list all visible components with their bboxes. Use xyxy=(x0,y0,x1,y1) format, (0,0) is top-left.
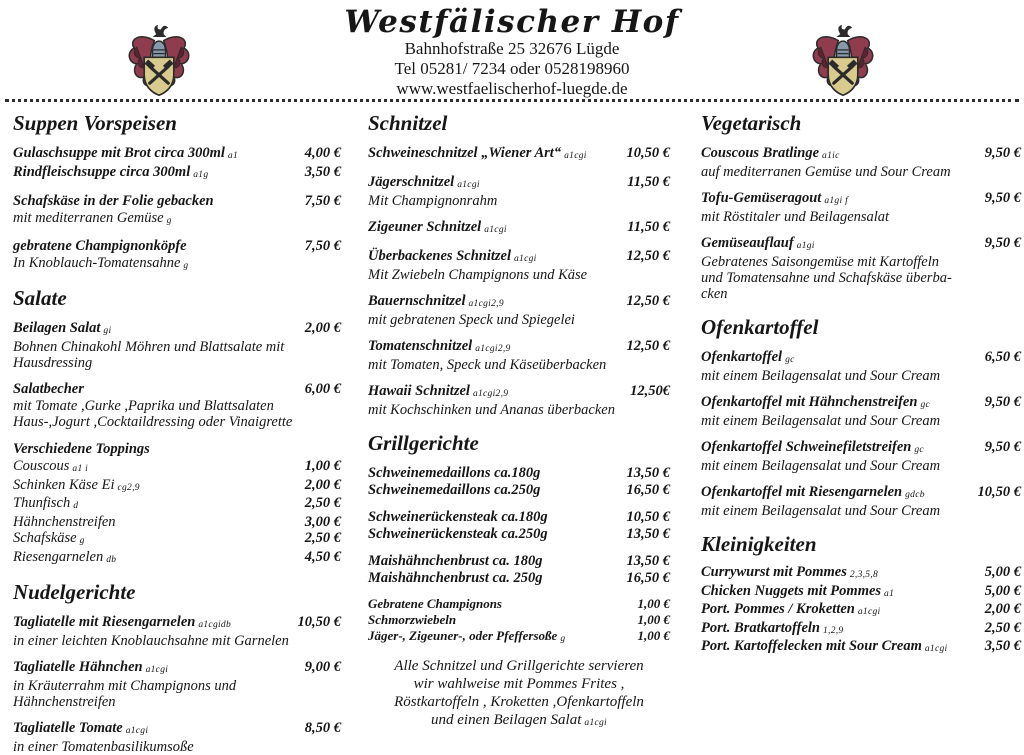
item-price: 10,50 € xyxy=(626,509,670,525)
item-name: Hawaii Schnitzel a1cgi2,9 xyxy=(368,383,509,399)
menu-item xyxy=(13,659,341,710)
item-name: Gemüseauflauf a1gi xyxy=(701,235,815,251)
item-price: 5,00 € xyxy=(984,564,1021,580)
item-description: mit gebratenen Speck und Spiegelei xyxy=(368,312,575,328)
item-name: Maishähnchenbrust ca. 180g xyxy=(368,553,543,569)
item-row xyxy=(13,458,341,477)
item-price: 1,00 € xyxy=(637,628,670,643)
website-line: www.westfaelischerhof-luegde.de xyxy=(396,79,628,98)
item-name: Tagliatelle Hähnchen a1cgi xyxy=(13,659,169,675)
item-name: Tofu-Gemüseragout a1gi f xyxy=(701,190,849,206)
menu-item xyxy=(368,596,670,612)
item-price: 4,50 € xyxy=(304,548,341,565)
allergen-code: d xyxy=(73,501,79,511)
allergen-code: a1cgi xyxy=(564,151,587,161)
item-description: in Kräuterrahm mit Champignons und xyxy=(13,678,237,694)
item-name: Gulaschsuppe mit Brot circa 300ml a1 xyxy=(13,145,238,161)
item-name: Tomatenschnitzel a1cgi2,9 xyxy=(368,338,511,354)
item-row xyxy=(701,145,1021,164)
item-row xyxy=(368,596,670,612)
menu-item xyxy=(368,553,670,570)
item-price: 10,50 € xyxy=(977,484,1021,500)
item-name: Salatbecher xyxy=(13,381,84,397)
item-name: gebratene Champignonköpfe xyxy=(13,238,187,254)
item-description: auf mediterranen Gemüse und Sour Cream xyxy=(701,164,951,180)
item-name: Couscous Bratlinge a1ic xyxy=(701,145,840,161)
item-row xyxy=(368,553,670,570)
item-price: 2,50 € xyxy=(984,619,1021,636)
menu-body xyxy=(0,102,1024,755)
item-price: 10,50 € xyxy=(297,614,341,630)
allergen-code: db xyxy=(106,554,117,565)
item-row xyxy=(701,638,1021,657)
item-price: 16,50 € xyxy=(626,570,670,586)
item-price: 9,50 € xyxy=(984,394,1021,410)
item-name: Schweinerückensteak ca.250g xyxy=(368,526,548,542)
item-row xyxy=(368,482,670,499)
item-row xyxy=(701,394,1021,413)
allergen-code: a1gi xyxy=(796,241,815,251)
item-price: 13,50 € xyxy=(626,465,670,481)
item-description: Hähnchenstreifen xyxy=(13,694,116,710)
note-line: Röstkartoffeln , Kroketten ,Ofenkartoffeln xyxy=(394,694,644,710)
item-description: mit Röstitaler und Beilagensalat xyxy=(701,209,890,225)
item-name: Ofenkartoffel mit Hähnchenstreifen gc xyxy=(701,394,931,410)
allergen-code: a1cgi xyxy=(924,644,948,654)
item-name: Schmorzwiebeln xyxy=(368,612,457,627)
item-name: Überbackenes Schnitzel a1cgi xyxy=(368,248,537,264)
allergen-code: a1gi f xyxy=(824,196,849,206)
item-row xyxy=(701,190,1021,209)
item-price: 3,00 € xyxy=(304,513,341,530)
item-name: Jäger-, Zigeuner-, oder Pfeffersoße g xyxy=(368,628,566,644)
allergen-code: a1 xyxy=(884,588,895,599)
item-price: 2,50 € xyxy=(304,495,341,511)
item-price: 4,00 € xyxy=(304,145,341,161)
menu-item xyxy=(368,526,670,543)
item-price: 9,50 € xyxy=(984,439,1021,455)
allergen-code: gc xyxy=(920,400,931,410)
item-price: 10,50 € xyxy=(626,145,670,161)
item-row xyxy=(701,484,1021,503)
item-price: 1,00 € xyxy=(304,458,341,474)
allergen-code: 2,3,5,8 xyxy=(849,570,879,580)
menu-column-2 xyxy=(368,110,670,755)
allergen-code: a1g xyxy=(193,170,209,180)
allergen-code: a1cgidb xyxy=(198,620,232,630)
item-description: In Knoblauch-Tomatensahne g xyxy=(13,255,189,271)
item-row xyxy=(368,628,670,646)
item-description: Mit Zwiebeln Champignons und Käse xyxy=(368,267,588,283)
item-row xyxy=(701,349,1021,368)
menu-item xyxy=(13,164,341,183)
section-note xyxy=(368,657,670,731)
item-group-label xyxy=(13,441,341,458)
menu-item xyxy=(13,495,341,514)
item-name: Hähnchenstreifen xyxy=(13,513,116,530)
item-row xyxy=(368,145,670,164)
section-heading: Ofenkartoffel xyxy=(701,315,819,339)
item-row xyxy=(368,526,670,543)
item-name: Schweinerückensteak ca.180g xyxy=(368,509,548,525)
item-price: 6,50 € xyxy=(984,349,1021,365)
menu-item xyxy=(13,514,341,531)
item-row xyxy=(701,235,1021,254)
item-row xyxy=(13,530,341,549)
item-price: 8,50 € xyxy=(304,720,341,736)
menu-item xyxy=(13,477,341,496)
item-description: Gebratenes Saisongemüse mit Kartoffeln xyxy=(701,254,940,270)
item-row xyxy=(368,570,670,587)
item-name: Port. Bratkartoffeln 1,2,9 xyxy=(701,619,844,636)
menu-column-1 xyxy=(13,110,341,755)
item-name: Gebratene Champignons xyxy=(368,596,502,611)
item-price: 1,00 € xyxy=(637,612,670,627)
restaurant-name: Westfälischer Hof xyxy=(344,4,680,40)
menu-item xyxy=(368,482,670,499)
item-row xyxy=(13,659,341,678)
allergen-code: g xyxy=(183,261,189,271)
allergen-code: a1cgi xyxy=(125,726,149,736)
menu-header xyxy=(0,0,1024,96)
item-name: Schinken Käse Ei cg2,9 xyxy=(13,476,140,493)
item-row xyxy=(13,514,341,531)
allergen-code: cg2,9 xyxy=(117,482,140,493)
item-name: Schweinemedaillons ca.180g xyxy=(368,465,541,481)
item-row xyxy=(368,174,670,193)
allergen-code: gi xyxy=(103,326,112,336)
item-name: Beilagen Salat gi xyxy=(13,320,112,336)
menu-item xyxy=(368,338,670,373)
item-price: 12,50 € xyxy=(626,248,670,264)
item-name: Ofenkartoffel gc xyxy=(701,349,795,365)
item-description: in einer leichten Knoblauchsahne mit Garnelen xyxy=(13,633,289,649)
menu-item xyxy=(368,248,670,283)
item-price: 2,50 € xyxy=(304,530,341,546)
item-row xyxy=(13,477,341,496)
coat-of-arms-icon xyxy=(122,22,196,100)
item-row xyxy=(13,614,341,633)
allergen-code: a1cgi xyxy=(857,607,881,617)
item-price: 11,50 € xyxy=(627,219,670,235)
item-price: 7,50 € xyxy=(304,193,341,209)
item-price: 13,50 € xyxy=(626,553,670,569)
address-line: Bahnhofstraße 25 32676 Lügde xyxy=(404,39,620,58)
item-price: 3,50 € xyxy=(304,164,341,180)
item-name: Port. Pommes / Kroketten a1cgi xyxy=(701,601,881,617)
item-name: Tagliatelle mit Riesengarnelen a1cgidb xyxy=(13,614,232,630)
section-heading: Suppen Vorspeisen xyxy=(13,111,177,135)
item-row xyxy=(13,164,341,183)
menu-item xyxy=(701,620,1021,639)
allergen-code: a1cgi xyxy=(145,665,169,675)
item-row xyxy=(368,383,670,402)
menu-item xyxy=(13,193,341,228)
item-row xyxy=(368,509,670,526)
item-description: mit mediterranen Gemüse g xyxy=(13,210,172,226)
item-row xyxy=(368,612,670,628)
menu-item xyxy=(13,238,341,273)
item-row xyxy=(368,219,670,238)
item-description: Hausdressing xyxy=(13,355,93,371)
allergen-code: gc xyxy=(914,445,924,455)
item-price: 2,00 € xyxy=(304,320,341,336)
item-price: 9,00 € xyxy=(304,659,341,675)
item-description: und Tomatensahne und Schafskäse überba- xyxy=(701,270,952,286)
item-row xyxy=(701,564,1021,583)
item-description: Bohnen Chinakohl Möhren und Blattsalate mit xyxy=(13,339,285,355)
menu-item xyxy=(368,145,670,164)
item-row xyxy=(701,601,1021,620)
section-heading: Nudelgerichte xyxy=(13,580,136,604)
allergen-code: a1cgi2,9 xyxy=(468,299,504,309)
allergen-code: gdcb xyxy=(905,490,925,500)
item-price: 11,50 € xyxy=(627,174,670,190)
menu-item xyxy=(368,509,670,526)
menu-column-3 xyxy=(701,110,1021,755)
menu-item xyxy=(368,383,670,418)
menu-item xyxy=(13,381,341,430)
item-description: Haus-,Jogurt ,Cocktaildressing oder Vinaigrette xyxy=(13,414,293,430)
item-name: Currywurst mit Pommes 2,3,5,8 xyxy=(701,564,879,580)
item-row xyxy=(13,441,341,458)
item-description: in einer Tomatenbasilikumsoße xyxy=(13,739,194,755)
item-row xyxy=(368,293,670,312)
section-heading: Kleinigkeiten xyxy=(701,532,817,556)
menu-item xyxy=(701,638,1021,657)
menu-item xyxy=(13,145,341,164)
item-description: Mit Champignonrahm xyxy=(368,193,498,209)
menu-item xyxy=(701,349,1021,384)
item-name: Chicken Nuggets mit Pommes a1 xyxy=(701,582,895,599)
menu-item xyxy=(368,628,670,646)
allergen-code: g xyxy=(166,216,172,226)
item-name: Bauernschnitzel a1cgi2,9 xyxy=(368,293,504,309)
item-description: mit Tomate ,Gurke ,Paprika und Blattsalaten xyxy=(13,398,274,414)
item-name: Ofenkartoffel Schweinefiletstreifen gc xyxy=(701,439,924,455)
item-price: 9,50 € xyxy=(984,190,1021,206)
menu-item xyxy=(701,235,1021,302)
menu-item xyxy=(368,612,670,628)
item-name: Schweineschnitzel „Wiener Art“ a1cgi xyxy=(368,145,587,161)
item-row xyxy=(13,238,341,255)
menu-item xyxy=(701,601,1021,620)
item-row xyxy=(368,338,670,357)
item-price: 2,00 € xyxy=(304,476,341,493)
menu-item xyxy=(701,394,1021,429)
allergen-code: a1 xyxy=(227,151,238,161)
item-description: mit einem Beilagensalat und Sour Cream xyxy=(701,368,941,384)
item-price: 1,00 € xyxy=(637,596,670,611)
item-name: Schweinemedaillons ca.250g xyxy=(368,482,541,498)
note-line: wir wahlweise mit Pommes Frites , xyxy=(413,676,625,692)
item-name: Verschiedene Toppings xyxy=(13,441,150,457)
allergen-code: a1ic xyxy=(822,151,840,161)
menu-item xyxy=(13,530,341,549)
menu-item xyxy=(701,484,1021,519)
allergen-code: a1cgi2,9 xyxy=(475,344,511,354)
section-heading: Salate xyxy=(13,286,67,310)
item-name: Maishähnchenbrust ca. 250g xyxy=(368,570,543,586)
section-heading: Schnitzel xyxy=(368,111,448,135)
item-description: mit einem Beilagensalat und Sour Cream xyxy=(701,458,941,474)
item-row xyxy=(701,583,1021,602)
section-heading: Grillgerichte xyxy=(368,431,479,455)
allergen-code: a1cgi xyxy=(484,225,507,235)
menu-item xyxy=(701,583,1021,602)
item-row xyxy=(13,320,341,339)
menu-item xyxy=(368,293,670,328)
item-price: 3,50 € xyxy=(984,638,1021,654)
item-price: 6,00 € xyxy=(304,381,341,397)
item-description: cken xyxy=(701,286,728,302)
item-row xyxy=(701,620,1021,639)
menu-item xyxy=(368,570,670,587)
item-row xyxy=(368,465,670,482)
item-price: 9,50 € xyxy=(984,145,1021,161)
item-price: 2,00 € xyxy=(984,601,1021,617)
menu-item xyxy=(13,614,341,649)
allergen-code: a1 i xyxy=(72,464,89,474)
menu-item xyxy=(701,145,1021,180)
item-row xyxy=(13,549,341,568)
item-name: Schafskäse g xyxy=(13,530,85,546)
allergen-code: g xyxy=(560,634,566,644)
menu-item xyxy=(13,458,341,477)
item-row xyxy=(13,145,341,164)
item-name: Jägerschnitzel a1cgi xyxy=(368,174,480,190)
menu-item xyxy=(701,564,1021,583)
item-description: mit Kochschinken und Ananas überbacken xyxy=(368,402,615,418)
phone-line: Tel 05281/ 7234 oder 0528198960 xyxy=(394,59,630,78)
note-line: und einen Beilagen Salat a1cgi xyxy=(431,712,607,728)
note-line: Alle Schnitzel und Grillgerichte servieren xyxy=(394,658,644,674)
item-price: 12,50€ xyxy=(630,383,670,399)
item-row xyxy=(13,193,341,210)
item-name: Tagliatelle Tomate a1cgi xyxy=(13,720,149,736)
item-row xyxy=(368,248,670,267)
menu-item xyxy=(13,720,341,755)
coat-of-arms-icon xyxy=(806,22,880,100)
allergen-code: gc xyxy=(785,355,795,365)
item-row xyxy=(701,439,1021,458)
item-price: 9,50 € xyxy=(984,235,1021,251)
item-name: Rindfleischsuppe circa 300ml a1g xyxy=(13,164,209,180)
item-name: Thunfisch d xyxy=(13,495,79,511)
item-row xyxy=(13,720,341,739)
item-name: Zigeuner Schnitzel a1cgi xyxy=(368,219,507,235)
item-name: Riesengarnelen db xyxy=(13,548,117,565)
menu-item xyxy=(701,439,1021,474)
item-name: Couscous a1 i xyxy=(13,458,89,474)
menu-item xyxy=(368,465,670,482)
item-price: 12,50 € xyxy=(626,293,670,309)
menu-item xyxy=(368,174,670,209)
section-heading: Vegetarisch xyxy=(701,111,802,135)
menu-item xyxy=(13,549,341,568)
item-description: mit einem Beilagensalat und Sour Cream xyxy=(701,413,941,429)
allergen-code: a1cgi xyxy=(584,718,607,728)
item-price: 7,50 € xyxy=(304,238,341,254)
allergen-code: a1cgi xyxy=(457,180,480,190)
item-row xyxy=(13,381,341,398)
menu-item xyxy=(13,320,341,371)
item-row xyxy=(13,495,341,514)
allergen-code: g xyxy=(79,536,85,546)
item-name: Port. Kartoffelecken mit Sour Cream a1cgi xyxy=(701,638,948,654)
item-name: Schafskäse in der Folie gebacken xyxy=(13,193,214,209)
item-price: 13,50 € xyxy=(626,526,670,542)
item-description: mit einem Beilagensalat und Sour Cream xyxy=(701,503,941,519)
allergen-code: 1,2,9 xyxy=(822,625,844,636)
item-description: mit Tomaten, Speck und Käseüberbacken xyxy=(368,357,607,373)
allergen-code: a1cgi xyxy=(513,254,537,264)
allergen-code: a1cgi2,9 xyxy=(472,389,509,399)
item-name: Ofenkartoffel mit Riesengarnelen gdcb xyxy=(701,484,925,500)
item-price: 16,50 € xyxy=(626,482,670,498)
menu-item xyxy=(701,190,1021,225)
item-price: 12,50 € xyxy=(626,338,670,354)
menu-item xyxy=(368,219,670,238)
item-price: 5,00 € xyxy=(984,582,1021,599)
